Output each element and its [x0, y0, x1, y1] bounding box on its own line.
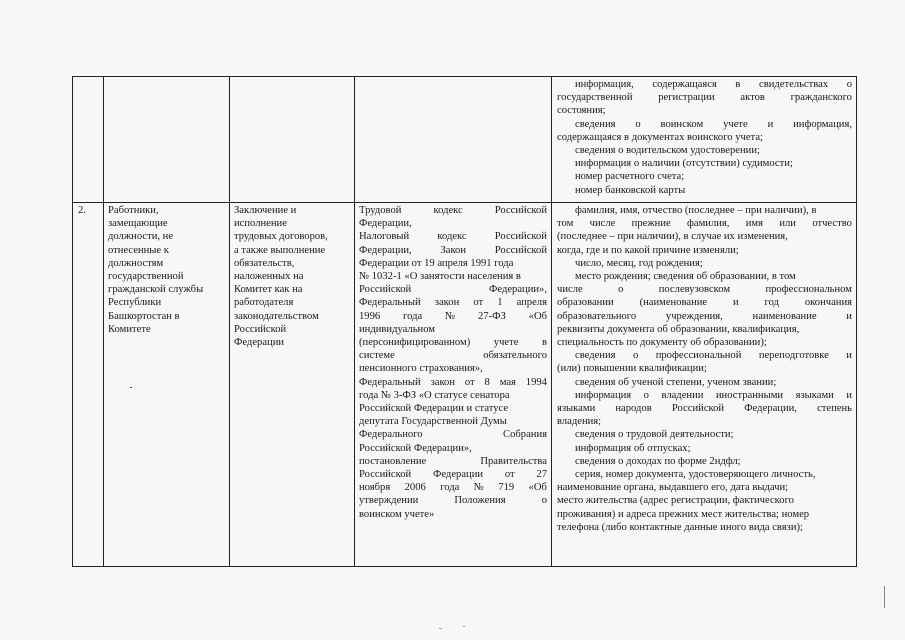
text-line: сведения об ученой степени, ученом звании; [575, 376, 777, 388]
text-line: фамилия, имя, отчество (последнее – при наличии), в [575, 205, 817, 216]
text-line: Трудовой кодекс Российской [359, 205, 547, 216]
text-line: обязательств, [234, 257, 295, 269]
text-line: образовании (наименование и год окончания [557, 297, 852, 309]
text-line: Федерации [234, 337, 285, 349]
table-bottom-border [72, 566, 857, 567]
text-line: серия, номер документа, удостоверяющего личность, [575, 469, 816, 481]
text-line: должностям [108, 257, 164, 269]
purpose-cell [234, 204, 352, 349]
legal-basis-cell [359, 204, 547, 521]
text-line: замещающие [108, 218, 168, 230]
text-line: проживания) и адреса прежних мест жительства; номер [557, 508, 810, 520]
text-line: трудовых договоров, [234, 231, 328, 243]
text-line: года № 3-ФЗ «О статусе сенатора [359, 389, 510, 401]
text-line: наложенных на [234, 271, 304, 283]
text-line: Республики [108, 297, 162, 309]
text-line: сведения о доходах по форме 2ндфл; [575, 455, 741, 467]
text-line: Российской Федерации и статусе [359, 403, 509, 415]
column-border-left [72, 76, 73, 567]
text-line: исполнение [234, 218, 287, 230]
text-line: Заключение и [234, 205, 297, 216]
column-border-num [103, 76, 104, 567]
text-line: пенсионного страхования», [359, 363, 483, 375]
text-line: Российской Федерации», [359, 442, 472, 454]
row-number-text: 2. [78, 205, 86, 216]
text-line: Федерации от 19 апреля 1991 года [359, 257, 514, 269]
text-line: сведения о профессиональной переподготовке и [575, 350, 852, 362]
scan-speck [130, 387, 132, 388]
text-line: должности, не [108, 231, 174, 243]
text-line: системе обязательного [359, 350, 547, 362]
text-line: постановление Правительства [359, 455, 547, 467]
scan-speck [463, 626, 465, 627]
column-border-purpose [354, 76, 355, 567]
row-number [78, 204, 100, 217]
text-line: законодательством [234, 310, 319, 322]
text-line: том числе прежние фамилия, имя или отчество [557, 218, 852, 230]
text-line: наименование органа, выдавшего его, дата выдачи; [557, 482, 789, 494]
text-line: депутата Государственной Думы [359, 416, 507, 428]
text-line: Российской [234, 323, 287, 335]
text-line: Комитете [108, 323, 151, 335]
table-top-border [72, 76, 857, 77]
text-line: содержащаяся в документах воинского учета; [557, 131, 763, 143]
text-line: № 1032-1 «О занятости населения в [359, 271, 521, 283]
text-line: сведения о водительском удостоверении; [575, 145, 760, 157]
text-line: Российской Федерации», [359, 284, 547, 296]
text-line: Федеральный закон от 8 мая 1994 [359, 376, 547, 388]
text-line: Федерального Собрания [359, 429, 547, 441]
text-line: Российской Федерации от 27 [359, 469, 547, 481]
text-line: информация о владении иностранными языками и [575, 389, 852, 401]
text-line: место рождения; сведения об образовании, в том [575, 271, 796, 283]
text-line: когда, где и по какой причине изменяли; [557, 244, 739, 256]
text-line: ноября 2006 года № 719 «Об [359, 482, 547, 494]
info-cell [557, 204, 852, 534]
text-line: Налоговый кодекс Российской [359, 231, 547, 243]
text-line: образовательного учреждения, наименование и [557, 310, 852, 322]
text-line: числе о послевузовском профессиональном [557, 284, 852, 296]
row-divider [72, 202, 857, 203]
column-border-right [856, 76, 857, 567]
text-line: (персонифицированном) учете в [359, 337, 547, 349]
scan-edge-mark [884, 586, 885, 608]
text-line: Комитет как на [234, 284, 303, 296]
scan-speck [439, 628, 442, 629]
text-line: число, месяц, год рождения; [575, 257, 703, 269]
text-line: информация, содержащаяся в свидетельствах о [575, 79, 852, 90]
text-line: сведения о трудовой деятельности; [575, 429, 734, 441]
text-line: Федеральный закон от 1 апреля [359, 297, 547, 309]
prev-row-info-cell [557, 78, 852, 197]
text-line: специальность по документу об образовании); [557, 337, 767, 349]
text-line: информация об отпусках; [575, 442, 691, 454]
text-line: Федерации, Закон Российской [359, 244, 547, 256]
column-border-category [229, 76, 230, 567]
text-line: воинском учете» [359, 508, 435, 520]
text-line: утверждении Положения о [359, 495, 547, 507]
text-line: Башкортостан в [108, 310, 180, 322]
text-line: владения; [557, 416, 602, 428]
category-cell [108, 204, 226, 336]
column-border-basis [551, 76, 552, 567]
text-line: сведения о воинском учете и информация, [575, 118, 852, 130]
text-line: а также выполнение [234, 244, 326, 256]
text-line: реквизиты документа об образовании, квалификация, [557, 323, 800, 335]
text-line: номер банковской карты [575, 184, 686, 196]
text-line: языками народов Российской Федерации, степень [557, 403, 852, 415]
text-line: номер расчетного счета; [575, 171, 685, 183]
text-line: государственной регистрации актов гражданского [557, 92, 852, 104]
text-line: работодателя [234, 297, 294, 309]
text-line: информация о наличии (отсутствии) судимости; [575, 158, 793, 170]
text-line: 1996 года № 27-ФЗ «Об [359, 310, 547, 322]
text-line: (последнее – при наличии), в случае их изменения, [557, 231, 788, 243]
text-line: индивидуальном [359, 323, 435, 335]
text-line: место жительства (адрес регистрации, фактического [557, 495, 794, 507]
text-line: Работники, [108, 205, 159, 216]
text-line: отнесенные к [108, 244, 169, 256]
text-line: Федерации, [359, 218, 412, 230]
text-line: телефона (либо контактные данные иного вида связи); [557, 521, 803, 533]
text-line: (или) повышении квалификации; [557, 363, 707, 375]
text-line: государственной [108, 271, 184, 283]
text-line: гражданской службы [108, 284, 204, 296]
text-line: состояния; [557, 105, 606, 117]
